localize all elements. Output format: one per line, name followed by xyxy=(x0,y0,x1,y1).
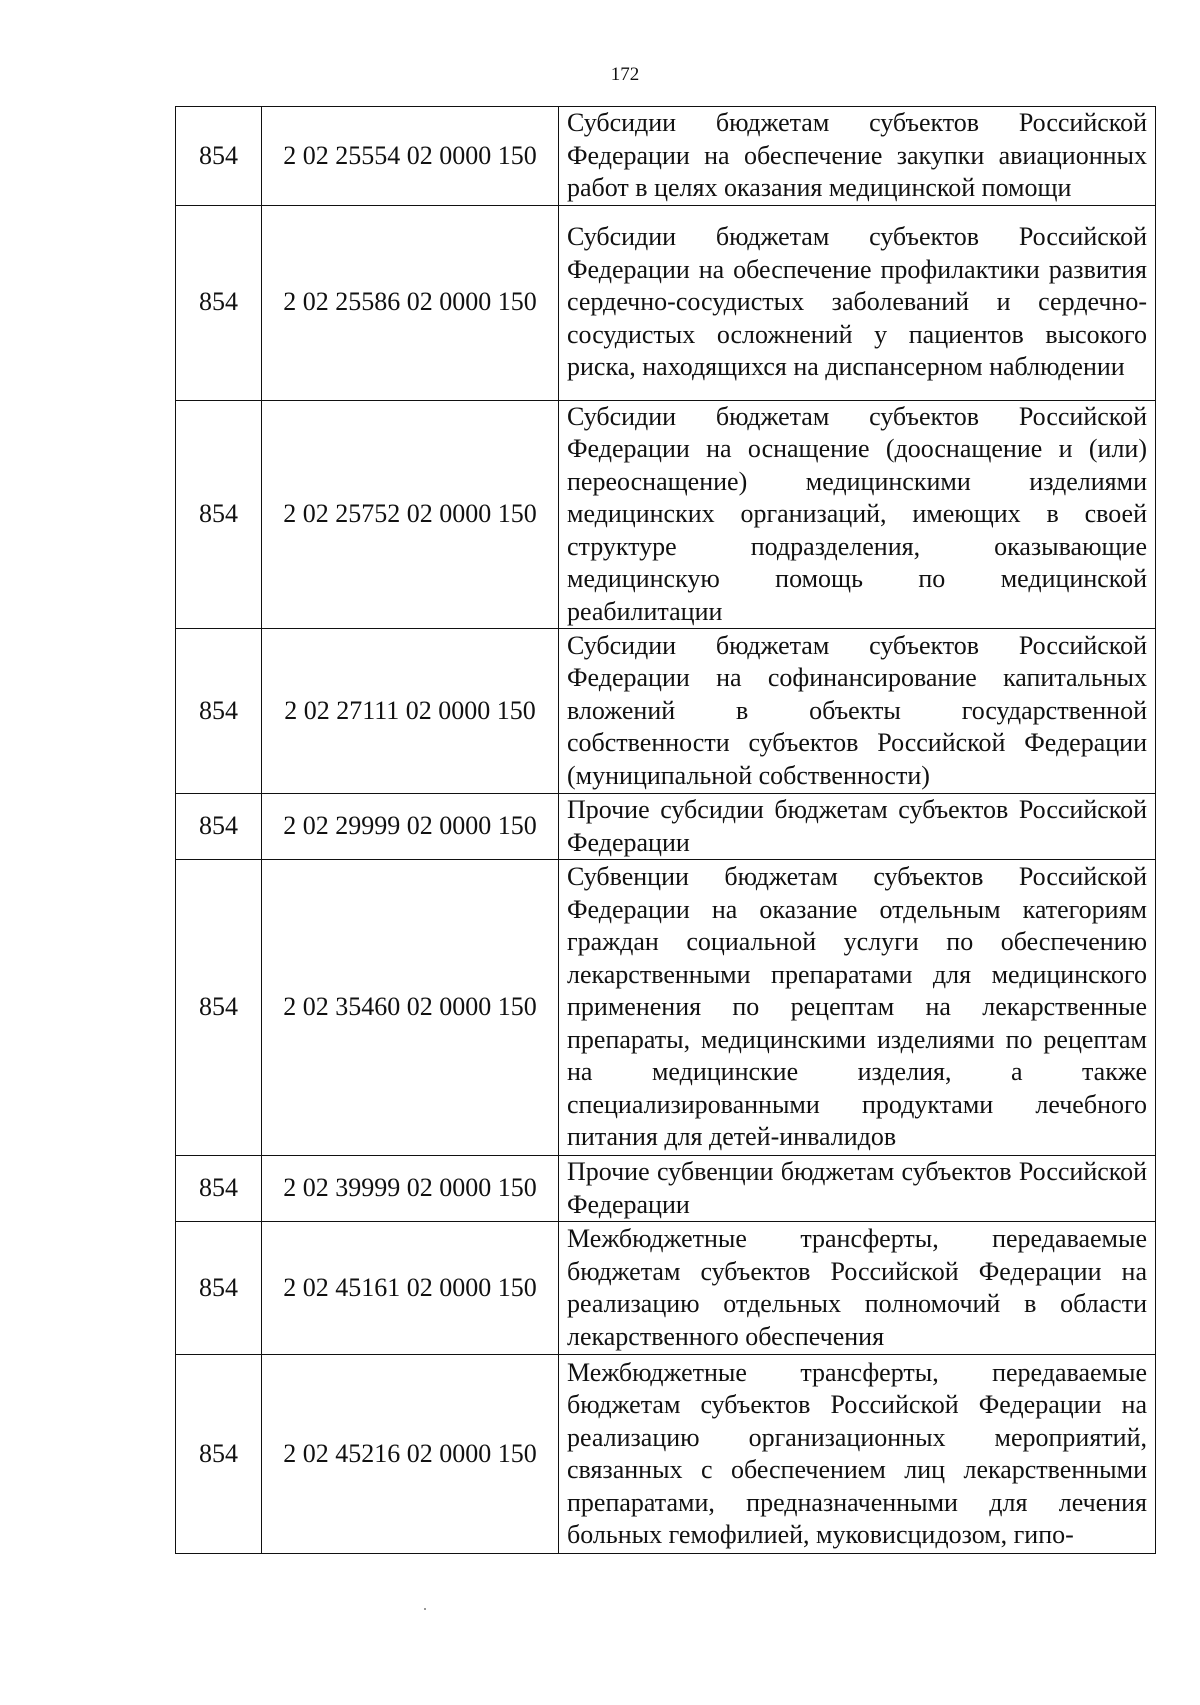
admin-code-cell: 854 xyxy=(176,205,262,400)
table-row xyxy=(176,794,1156,860)
revenue-code-cell: 2 02 29999 02 0000 150 xyxy=(262,794,559,860)
description-cell: Субсидии бюджетам субъектов Российской Федерации на обеспечение профилактики развития сердечно-сосудистых заболеваний и сердечно-сосудистых осложнений у пациентов высокого риска, находящихся на диспансерном наблюдении xyxy=(559,205,1156,400)
description-cell: Субсидии бюджетам субъектов Российской Федерации на софинансирование капитальных вложений в объекты государственной собственности субъектов Российской Федерации (муниципальной собственности) xyxy=(559,629,1156,794)
table-row xyxy=(176,860,1156,1156)
admin-code-cell: 854 xyxy=(176,794,262,860)
table-row xyxy=(176,1156,1156,1222)
revenue-code-cell: 2 02 27111 02 0000 150 xyxy=(262,629,559,794)
table-row xyxy=(176,1222,1156,1355)
revenue-code-cell: 2 02 39999 02 0000 150 xyxy=(262,1156,559,1222)
admin-code-cell: 854 xyxy=(176,1355,262,1554)
revenue-code-cell: 2 02 35460 02 0000 150 xyxy=(262,860,559,1156)
description-cell: Межбюджетные трансферты, передаваемые бюджетам субъектов Российской Федерации на реализацию отдельных полномочий в области лекарственного обеспечения xyxy=(559,1222,1156,1355)
admin-code-cell: 854 xyxy=(176,629,262,794)
revenue-code-cell: 2 02 25752 02 0000 150 xyxy=(262,400,559,629)
description-cell: Прочие субсидии бюджетам субъектов Российской Федерации xyxy=(559,794,1156,860)
description-cell: Субсидии бюджетам субъектов Российской Федерации на обеспечение закупки авиационных работ в целях оказания медицинской помощи xyxy=(559,107,1156,206)
admin-code-cell: 854 xyxy=(176,400,262,629)
table-row xyxy=(176,1355,1156,1554)
scan-speck xyxy=(424,1608,426,1610)
table-row xyxy=(176,205,1156,400)
description-cell: Субвенции бюджетам субъектов Российской Федерации на оказание отдельным категориям граждан социальной услуги по обеспечению лекарственными препаратами для медицинского применения по рецептам на лекарственные препараты, медицинскими изделиями по рецептам на медицинские изделия, а также специализированными продуктами лечебного питания для детей-инвалидов xyxy=(559,860,1156,1156)
description-cell: Субсидии бюджетам субъектов Российской Федерации на оснащение (дооснащение и (или) переоснащение) медицинскими изделиями медицинских организаций, имеющих в своей структуре подразделения, оказывающие медицинскую помощь по медицинской реабилитации xyxy=(559,400,1156,629)
budget-revenue-table xyxy=(175,106,1156,1554)
table-row xyxy=(176,107,1156,206)
admin-code-cell: 854 xyxy=(176,1222,262,1355)
admin-code-cell: 854 xyxy=(176,107,262,206)
admin-code-cell: 854 xyxy=(176,1156,262,1222)
page-number: 172 xyxy=(610,64,640,85)
description-cell: Межбюджетные трансферты, передаваемые бюджетам субъектов Российской Федерации на реализацию организационных мероприятий, связанных с обеспечением лиц лекарственными препаратами, предназначенными для лечения больных гемофилией, муковисцидозом, гипо- xyxy=(559,1355,1156,1554)
table-row xyxy=(176,629,1156,794)
revenue-code-cell: 2 02 45216 02 0000 150 xyxy=(262,1355,559,1554)
admin-code-cell: 854 xyxy=(176,860,262,1156)
revenue-code-cell: 2 02 25554 02 0000 150 xyxy=(262,107,559,206)
description-cell: Прочие субвенции бюджетам субъектов Российской Федерации xyxy=(559,1156,1156,1222)
revenue-code-cell: 2 02 25586 02 0000 150 xyxy=(262,205,559,400)
revenue-code-cell: 2 02 45161 02 0000 150 xyxy=(262,1222,559,1355)
table-row xyxy=(176,400,1156,629)
